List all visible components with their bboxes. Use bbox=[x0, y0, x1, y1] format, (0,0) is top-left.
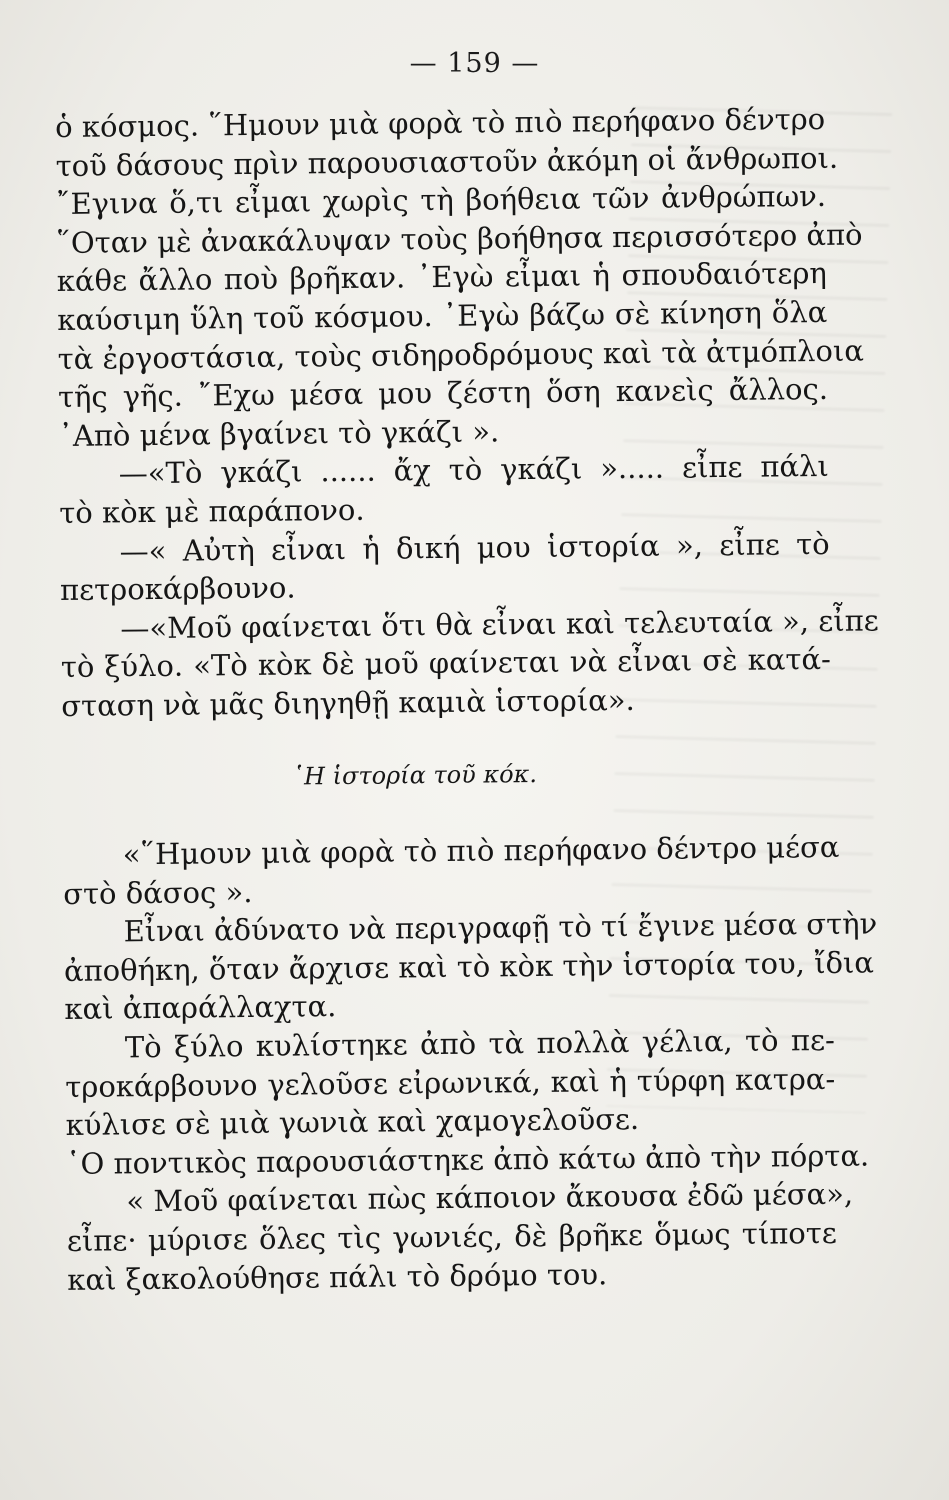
text-line: εἶπε· μύρισε ὅλες τὶς γωνιές, δὲ βρῆκε ὅμως τίποτε bbox=[66, 1215, 838, 1258]
text-line: στὸ δάσος ». bbox=[63, 874, 253, 911]
text-line: —«Τὸ γκάζι ...... ἄχ τὸ γκάζι »..... εἶπε πάλι bbox=[118, 449, 829, 491]
body-text bbox=[55, 100, 879, 1299]
text-line: Τὸ ξύλο κυλίστηκε ἀπὸ τὰ πολλὰ γέλια, τὸ πε- bbox=[124, 1022, 835, 1065]
section-heading: ῾Η ἱστορία τοῦ κόκ. bbox=[291, 759, 538, 791]
text-line: τῆς γῆς. ῎Εχω μέσα μου ζέστη ὅση κανεὶς ἄλλος. bbox=[57, 372, 829, 415]
text-line: καὶ ξακολούθησε πάλι τὸ δρόμο του. bbox=[67, 1256, 608, 1297]
text-line: τὸ ξύλο. «Τὸ κὸκ δὲ μοῦ φαίνεται νὰ εἶναι σὲ κατά- bbox=[60, 642, 831, 685]
text-line: ῞Οταν μὲ ἀνακάλυψαν τοὺς βοήθησα περισσότερο ἀπὸ bbox=[56, 217, 863, 260]
page-number: — 159 — bbox=[409, 48, 540, 79]
text-line: τροκάρβουνο γελοῦσε εἰρωνικά, καὶ ἡ τύρφη κατρα- bbox=[65, 1061, 836, 1104]
text-line: ῾Ο ποντικὸς παρουσιάστηκε ἀπὸ κάτω ἀπὸ τὴν πόρτα. bbox=[65, 1138, 870, 1181]
text-line: —« Αὐτὴ εἶναι ἡ δική μου ἱστορία », εἶπε τὸ bbox=[119, 526, 830, 568]
text-line: « Μοῦ φαίνεται πὼς κάποιον ἄκουσα ἐδῶ μέσα», bbox=[126, 1177, 854, 1219]
text-line: πετροκάρβουνο. bbox=[59, 570, 296, 608]
text-line: ἀποθήκη, ὅταν ἄρχισε καὶ τὸ κὸκ τὴν ἱστορία του, ἴδια bbox=[63, 945, 875, 988]
text-line: ὁ κόσμος. ῞Ημουν μιὰ φορὰ τὸ πιὸ περήφανο δέντρο bbox=[55, 101, 826, 144]
text-line: τὰ ἐργοστάσια, τοὺς σιδηροδρόμους καὶ τὰ ἀτμόπλοια bbox=[57, 333, 865, 376]
text-line: τοῦ δάσους πρὶν παρουσιαστοῦν ἀκόμη οἱ ἄνθρωποι. bbox=[55, 140, 839, 183]
text-line: ῎Εγινα ὅ,τι εἶμαι χωρὶς τὴ βοήθεια τῶν ἀνθρώπων. bbox=[55, 179, 827, 222]
text-line: κάθε ἄλλο ποὺ βρῆκαν. ᾽Εγὼ εἶμαι ἡ σπουδαιότερη bbox=[56, 256, 827, 299]
text-line: καὶ ἀπαράλλαχτα. bbox=[64, 989, 337, 1027]
text-line: τὸ κὸκ μὲ παράπονο. bbox=[59, 492, 365, 530]
text-line: κύλισε σὲ μιὰ γωνιὰ καὶ χαμογελοῦσε. bbox=[65, 1102, 640, 1143]
text-line: «῞Ημουν μιὰ φορὰ τὸ πιὸ περήφανο δέντρο μέσα bbox=[122, 829, 840, 872]
text-line: Εἶναι ἀδύνατο νὰ περιγραφῇ τὸ τί ἔγινε μέσα στὴν bbox=[123, 906, 878, 949]
text-line: καύσιμη ὕλη τοῦ κόσμου. ᾽Εγὼ βάζω σὲ κίνηση ὅλα bbox=[57, 294, 828, 337]
text-line: σταση νὰ μᾶς διηγηθῇ καμιὰ ἱστορία». bbox=[61, 682, 635, 723]
text-line: ᾽Απὸ μένα βγαίνει τὸ γκάζι ». bbox=[58, 414, 500, 453]
text-line: —«Μοῦ φαίνεται ὅτι θὰ εἶναι καὶ τελευταία », εἶπε bbox=[120, 603, 879, 646]
